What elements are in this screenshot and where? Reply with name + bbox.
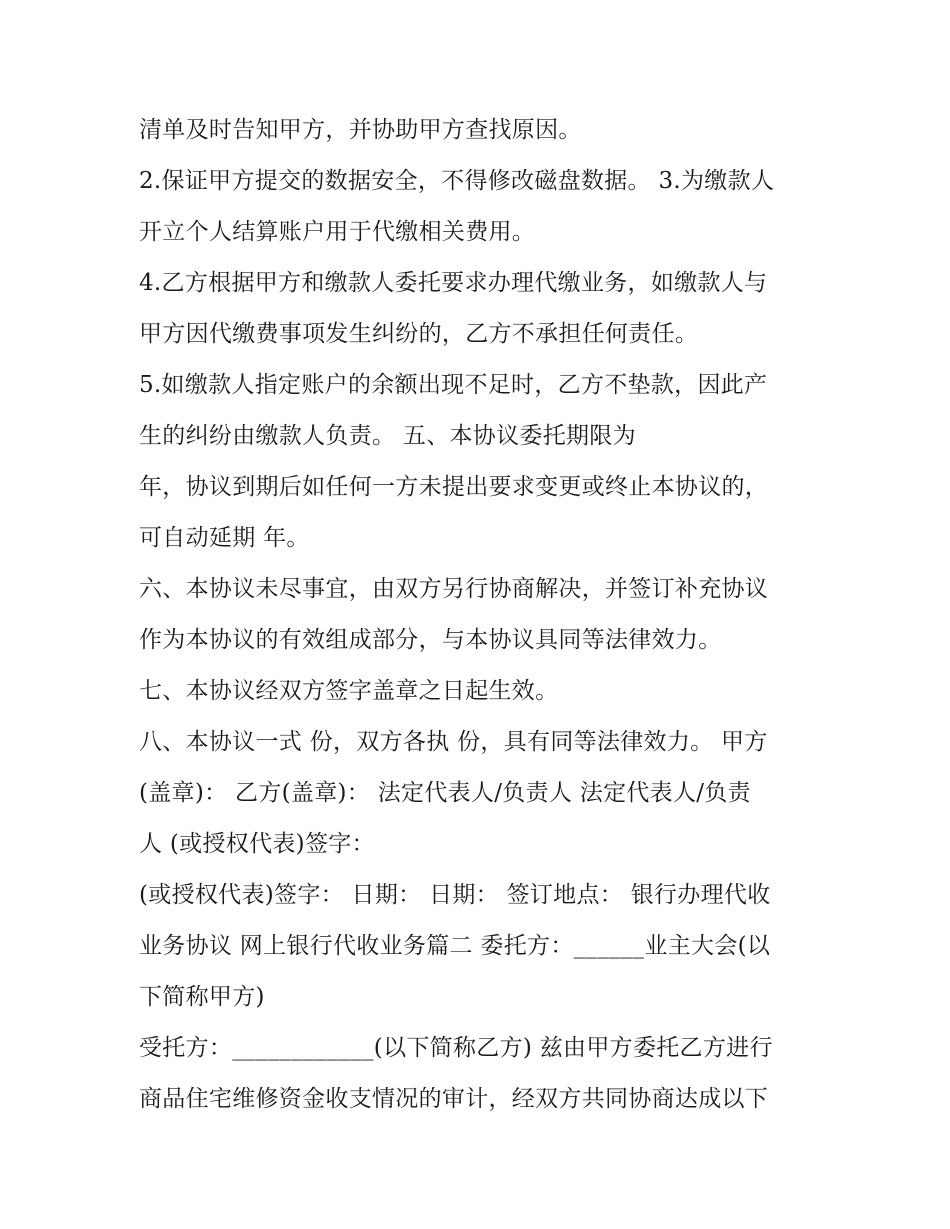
text-line: 生的纠纷由缴款人负责。 五、本协议委托期限为 xyxy=(139,423,636,449)
text-line: 年，协议到期后如任何一方未提出要求变更或终止本协议的， xyxy=(139,474,769,500)
text-line: 人 (或授权代表)签字： xyxy=(139,831,375,857)
text-line: 甲方因代缴费事项发生纠纷的，乙方不承担任何责任。 xyxy=(139,321,699,347)
document-body xyxy=(139,110,819,1130)
text-line: 4.乙方根据甲方和缴款人委托要求办理代缴业务，如缴款人与 xyxy=(139,270,768,296)
text-line: 六、本协议未尽事宜，由双方另行协商解决，并签订补充协议 xyxy=(139,576,769,602)
text-line: (盖章)： 乙方(盖章)： 法定代表人/负责人 法定代表人/负责 xyxy=(139,780,751,806)
text-line: 八、本协议一式 份，双方各执 份，具有同等法律效力。 甲方 xyxy=(139,729,768,755)
text-line: 可自动延期 年。 xyxy=(139,525,310,551)
text-line: 七、本协议经双方签字盖章之日起生效。 xyxy=(139,678,559,704)
text-line: 2.保证甲方提交的数据安全，不得修改磁盘数据。 3.为缴款人 xyxy=(139,168,775,194)
text-line: 5.如缴款人指定账户的余额出现不足时，乙方不垫款，因此产 xyxy=(139,372,768,398)
text-line: 业务协议 网上银行代收业务篇二 委托方：______业主大会(以 xyxy=(139,933,771,959)
text-line: 商品住宅维修资金收支情况的审计，经双方共同协商达成以下 xyxy=(139,1086,769,1112)
text-line: 清单及时告知甲方，并协助甲方查找原因。 xyxy=(139,117,582,143)
text-line: 开立个人结算账户用于代缴相关费用。 xyxy=(139,219,536,245)
text-line: 受托方：____________(以下简称乙方) 兹由甲方委托乙方进行 xyxy=(139,1035,773,1061)
text-line: 作为本协议的有效组成部分，与本协议具同等法律效力。 xyxy=(139,627,722,653)
text-line: 下简称甲方) xyxy=(139,984,265,1010)
text-line: (或授权代表)签字： 日期： 日期： 签订地点： 银行办理代收 xyxy=(139,882,771,908)
